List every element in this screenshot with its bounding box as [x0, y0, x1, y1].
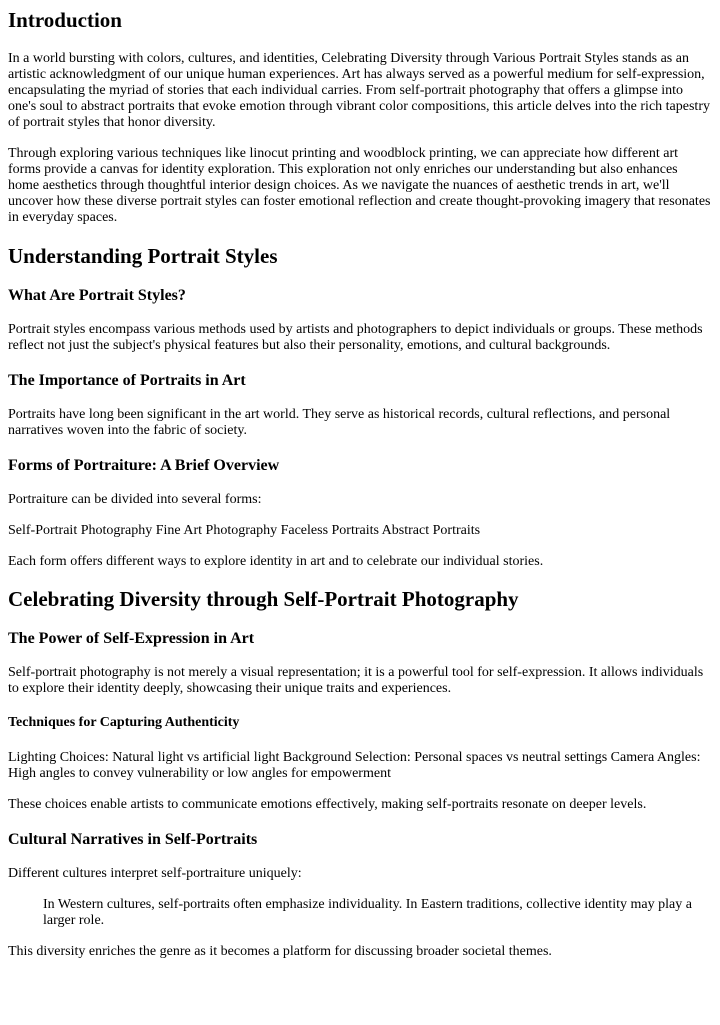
importance-of-portraits-heading: The Importance of Portraits in Art	[8, 372, 246, 389]
cultural-intro-paragraph: Different cultures interpret self-portraiture uniquely:	[8, 866, 302, 881]
forms-closing-paragraph: Each form offers different ways to explore identity in art and to celebrate our individual stories.	[8, 554, 544, 569]
understanding-portrait-styles-heading: Understanding Portrait Styles	[8, 244, 278, 268]
celebrating-diversity-heading: Celebrating Diversity through Self-Portrait Photography	[8, 587, 519, 611]
importance-of-portraits-paragraph: Portraits have long been significant in the art world. They serve as historical records, cultural reflections, and personal narratives woven into the fabric of society.	[8, 407, 671, 438]
intro-paragraph-1: In a world bursting with colors, cultures, and identities, Celebrating Diversity through Various Portrait Styles stands as an artistic acknowledgment of our unique human experiences. Art has always served as a powerful medium for self-expression, encapsulating the myriad of stories that each individual carries. From self-portrait photography that offers a glimpse into one's soul to abstract portraits that evoke emotion through vibrant color compositions, this article delves into the rich tapestry of portrait styles that honor diversity.	[8, 51, 710, 130]
article	[0, 8, 720, 960]
techniques-heading: Techniques for Capturing Authenticity	[8, 715, 240, 730]
what-are-portrait-styles-paragraph: Portrait styles encompass various methods used by artists and photographers to depict individuals or groups. These methods reflect not just the subject's physical features but also their personality, emotions, and cultural backgrounds.	[8, 322, 703, 353]
power-of-self-expression-heading: The Power of Self-Expression in Art	[8, 630, 255, 647]
introduction-heading: Introduction	[8, 8, 122, 32]
forms-intro-paragraph: Portraiture can be divided into several forms:	[8, 492, 262, 507]
forms-of-portraiture-heading: Forms of Portraiture: A Brief Overview	[8, 457, 280, 474]
power-of-self-expression-paragraph: Self-portrait photography is not merely a visual representation; it is a powerful tool for self-expression. It allows individuals to explore their identity deeply, showcasing their unique traits and experiences.	[8, 665, 704, 696]
intro-paragraph-2: Through exploring various techniques like linocut printing and woodblock printing, we can appreciate how different art forms provide a canvas for identity exploration. This exploration not only enriches our understanding but also enhances home aesthetics through thoughtful interior design choices. As we navigate the nuances of aesthetic trends in art, we'll uncover how these diverse portrait styles can foster emotional reflection and create thought-provoking imagery that resonates in everyday spaces.	[8, 146, 711, 225]
techniques-paragraph: These choices enable artists to communicate emotions effectively, making self-portraits resonate on deeper levels.	[8, 797, 647, 812]
cultural-quote: In Western cultures, self-portraits often emphasize individuality. In Eastern traditions, collective identity may play a larger role.	[43, 897, 692, 928]
cultural-narratives-heading: Cultural Narratives in Self-Portraits	[8, 831, 258, 848]
cultural-closing-paragraph: This diversity enriches the genre as it becomes a platform for discussing broader societal themes.	[8, 944, 552, 959]
forms-list: Self-Portrait Photography Fine Art Photography Faceless Portraits Abstract Portraits	[8, 523, 481, 538]
what-are-portrait-styles-heading: What Are Portrait Styles?	[8, 287, 186, 304]
techniques-list: Lighting Choices: Natural light vs artificial light Background Selection: Personal spaces vs neutral settings Camera Angles: High angles to convey vulnerability or low angles for empowerment	[8, 750, 701, 781]
